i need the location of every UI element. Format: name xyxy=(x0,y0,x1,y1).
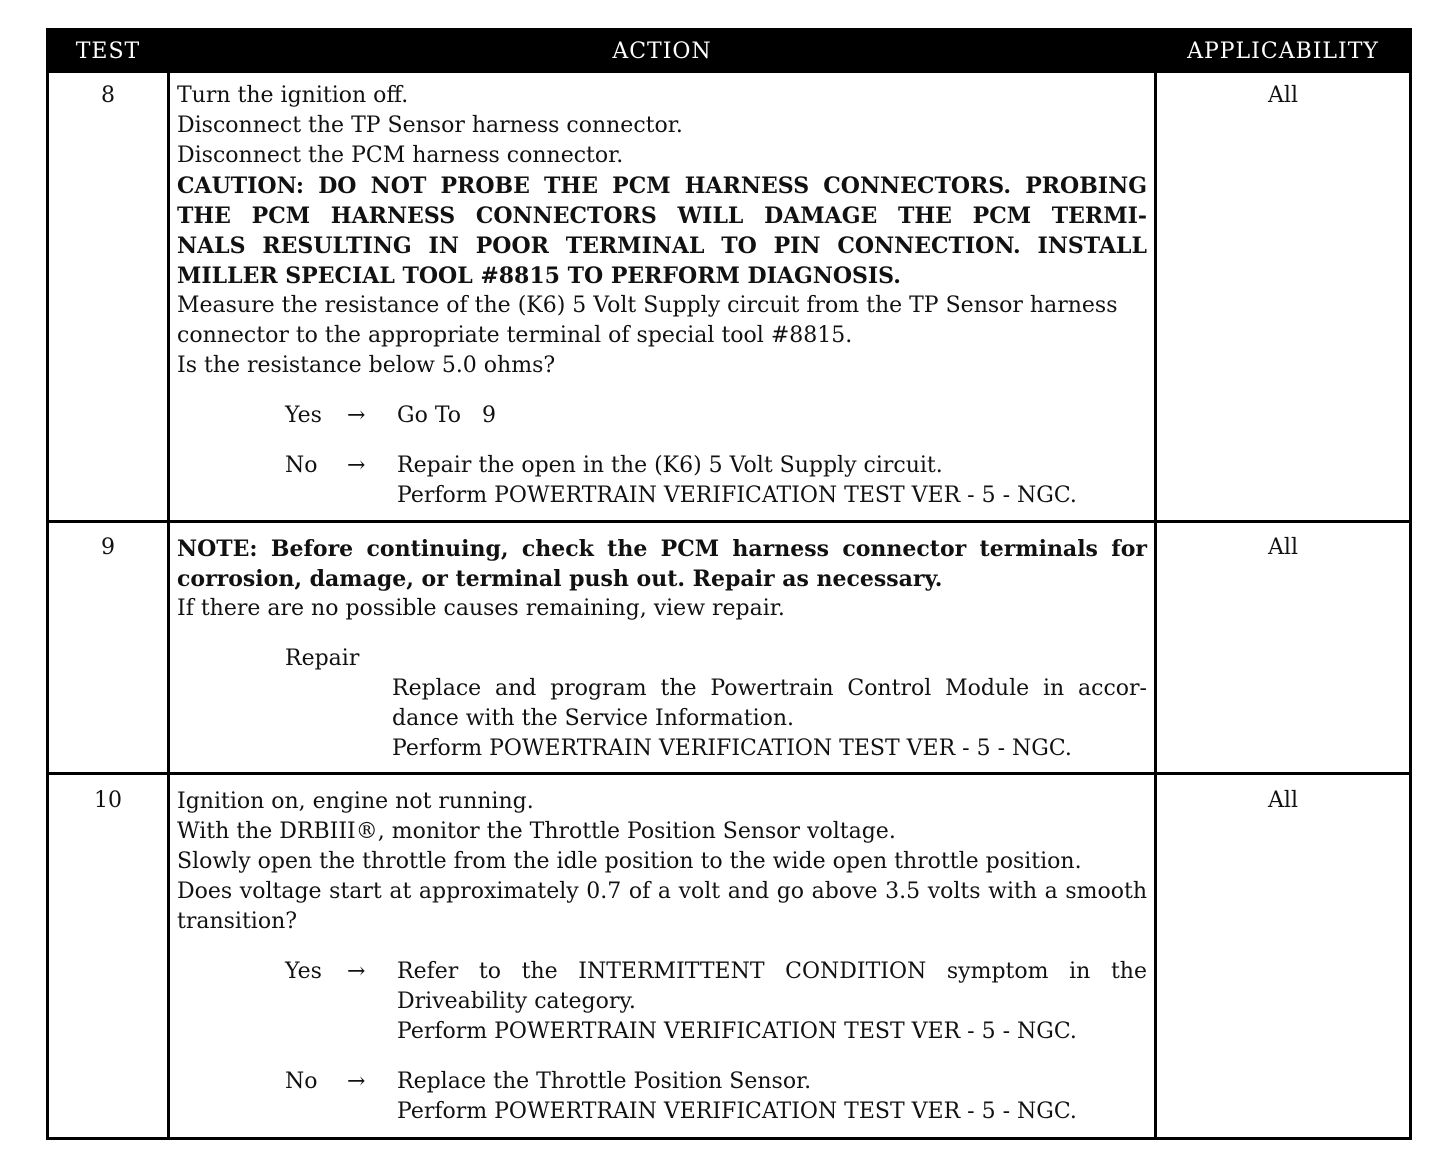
test-number: 9 xyxy=(101,535,115,560)
applicability-value: All xyxy=(1268,83,1298,108)
test-number: 8 xyxy=(101,83,115,108)
no-label: No xyxy=(285,453,318,478)
arrow-icon: → xyxy=(347,453,366,478)
no-text-continued: Perform POWERTRAIN VERIFICATION TEST VER - 5 - NGC. xyxy=(397,1099,1077,1124)
header-action: ACTION xyxy=(612,39,712,64)
caution-line: NALS RESULTING IN POOR TERMINAL TO PIN CONNECTION. INSTALL xyxy=(177,233,1147,259)
yes-label: Yes xyxy=(285,959,322,984)
action-line: Is the resistance below 5.0 ohms? xyxy=(177,353,556,378)
header-applicability: APPLICABILITY xyxy=(1187,39,1379,64)
applicability-value: All xyxy=(1268,535,1298,560)
action-line: If there are no possible causes remaining, view repair. xyxy=(177,596,785,621)
header-test: TEST xyxy=(75,39,141,64)
arrow-icon: → xyxy=(347,403,366,428)
column-divider xyxy=(1154,73,1157,1137)
no-label: No xyxy=(285,1069,318,1094)
applicability-value: All xyxy=(1268,788,1298,813)
no-option xyxy=(177,451,1147,481)
column-divider xyxy=(167,73,170,1137)
yes-label: Yes xyxy=(285,403,322,428)
arrow-icon: → xyxy=(347,1069,366,1094)
table-header xyxy=(49,31,1409,73)
note-line: NOTE: Before continuing, check the PCM harness connector terminals for xyxy=(177,536,1147,562)
repair-line: Perform POWERTRAIN VERIFICATION TEST VER - 5 - NGC. xyxy=(392,736,1072,761)
note-line: corrosion, damage, or terminal push out. Repair as necessary. xyxy=(177,566,943,592)
yes-text-continued: Driveability category. xyxy=(397,989,636,1014)
caution-line: CAUTION: DO NOT PROBE THE PCM HARNESS CONNECTORS. PROBING xyxy=(177,173,1147,199)
arrow-icon: → xyxy=(347,959,366,984)
repair-line: dance with the Service Information. xyxy=(392,706,795,731)
row-divider xyxy=(49,772,1409,775)
yes-text: Go To 9 xyxy=(397,403,496,428)
yes-text: Refer to the INTERMITTENT CONDITION symptom in the xyxy=(397,959,1147,984)
action-line: connector to the appropriate terminal of special tool #8815. xyxy=(177,323,853,348)
action-cell-test-9 xyxy=(177,534,1147,764)
action-line: Does voltage start at approximately 0.7 of a volt and go above 3.5 volts with a smooth xyxy=(177,879,1147,904)
caution-line: MILLER SPECIAL TOOL #8815 TO PERFORM DIAGNOSIS. xyxy=(177,263,901,289)
action-line: With the DRBIII®, monitor the Throttle Position Sensor voltage. xyxy=(177,819,896,844)
action-line: Ignition on, engine not running. xyxy=(177,789,534,814)
diagnostic-test-table xyxy=(46,28,1412,1140)
no-text-continued: Perform POWERTRAIN VERIFICATION TEST VER - 5 - NGC. xyxy=(397,483,1077,508)
repair-line: Replace and program the Powertrain Control Module in accor- xyxy=(392,676,1147,701)
action-cell-test-8 xyxy=(177,81,1147,511)
yes-option xyxy=(177,401,1147,431)
caution-line: THE PCM HARNESS CONNECTORS WILL DAMAGE THE PCM TERMI- xyxy=(177,203,1147,229)
action-line: Disconnect the TP Sensor harness connector. xyxy=(177,113,683,138)
test-number: 10 xyxy=(94,788,122,813)
yes-option xyxy=(177,957,1147,987)
repair-label: Repair xyxy=(285,646,360,671)
yes-text-continued: Perform POWERTRAIN VERIFICATION TEST VER - 5 - NGC. xyxy=(397,1019,1077,1044)
no-option xyxy=(177,1067,1147,1097)
no-text: Replace the Throttle Position Sensor. xyxy=(397,1069,812,1094)
action-line: Turn the ignition off. xyxy=(177,83,409,108)
action-cell-test-10 xyxy=(177,787,1147,1127)
action-line: Disconnect the PCM harness connector. xyxy=(177,143,624,168)
action-line: Slowly open the throttle from the idle position to the wide open throttle position. xyxy=(177,849,1082,874)
action-line: Measure the resistance of the (K6) 5 Volt Supply circuit from the TP Sensor harness xyxy=(177,293,1118,318)
action-line: transition? xyxy=(177,909,298,934)
no-text: Repair the open in the (K6) 5 Volt Supply circuit. xyxy=(397,453,943,478)
row-divider xyxy=(49,520,1409,523)
